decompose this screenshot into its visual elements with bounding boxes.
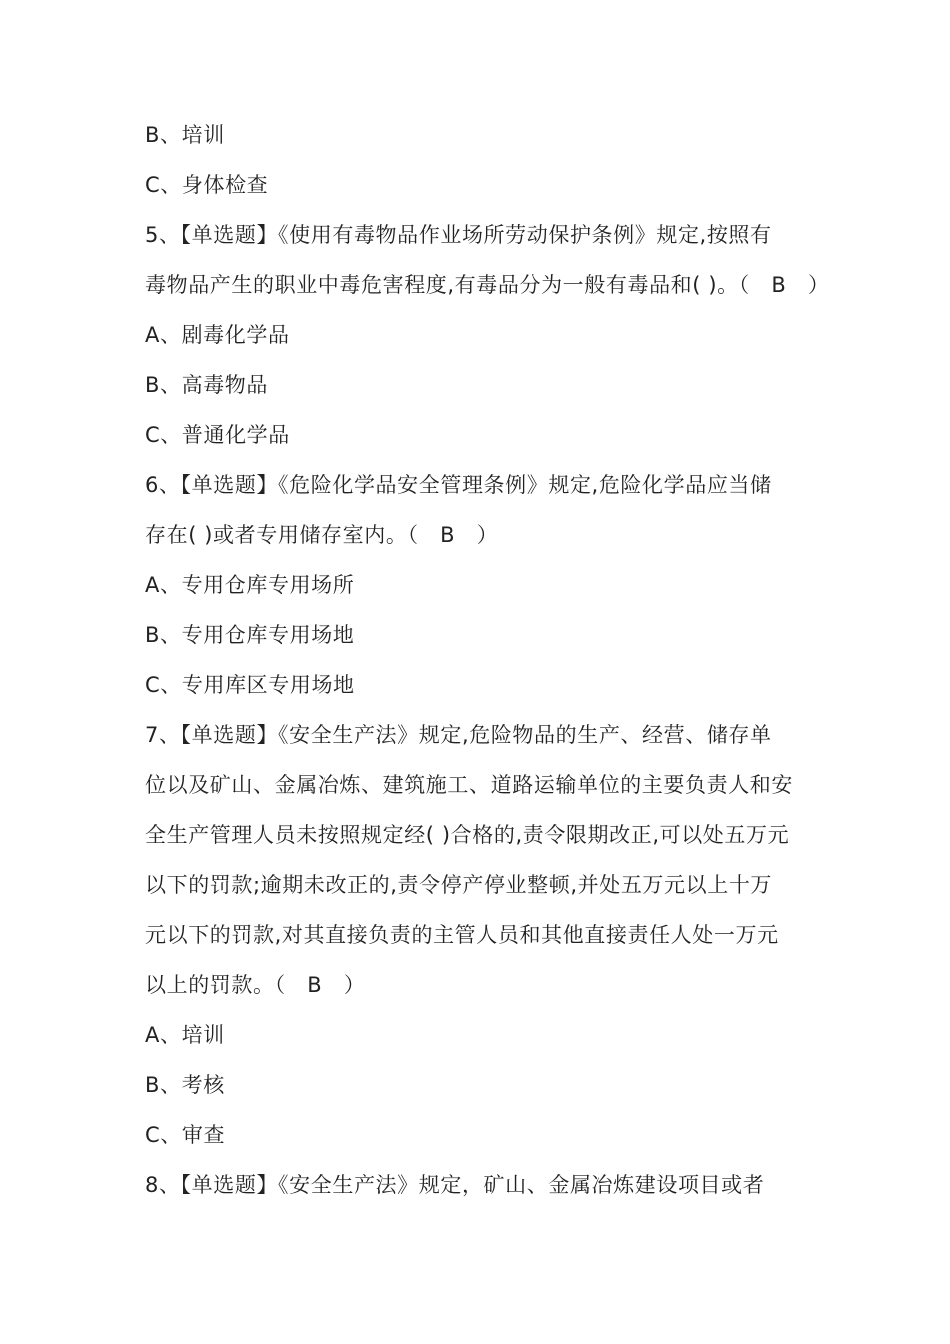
q6-option-b: B、专用仓库专用场地	[145, 623, 355, 647]
q5-option-c: C、普通化学品	[145, 423, 290, 447]
q6-question-line-1: 6、【单选题】《危险化学品安全管理条例》规定,危险化学品应当储	[145, 473, 772, 497]
q7-option-b: B、考核	[145, 1073, 225, 1097]
q7-question-line-3: 全生产管理人员未按照规定经( )合格的,责令限期改正,可以处五万元	[145, 823, 790, 847]
q5-option-b: B、高毒物品	[145, 373, 269, 397]
q7-option-a: A、培训	[145, 1023, 225, 1047]
q8-question-line-1: 8、【单选题】《安全生产法》规定，矿山、金属冶炼建设项目或者	[145, 1173, 765, 1197]
q6-question-line-2: 存在( )或者专用储存室内。（ B ）	[145, 523, 499, 547]
q6-option-c: C、专用库区专用场地	[145, 673, 355, 697]
q7-question-line-4: 以下的罚款;逾期未改正的,责令停产停业整顿,并处五万元以上十万	[145, 873, 773, 897]
q6-option-a: A、专用仓库专用场所	[145, 573, 355, 597]
q5-question-line-2: 毒物品产生的职业中毒危害程度,有毒品分为一般有毒品和( )。（ B ）	[145, 273, 830, 297]
q4-option-c: C、身体检查	[145, 173, 269, 197]
q7-question-line-2: 位以及矿山、金属冶炼、建筑施工、道路运输单位的主要负责人和安	[145, 773, 793, 797]
q7-question-line-6: 以上的罚款。（ B ）	[145, 973, 366, 997]
q5-option-a: A、剧毒化学品	[145, 323, 290, 347]
q7-question-line-5: 元以下的罚款,对其直接负责的主管人员和其他直接责任人处一万元	[145, 923, 779, 947]
q7-option-c: C、审查	[145, 1123, 226, 1147]
q7-question-line-1: 7、【单选题】《安全生产法》规定,危险物品的生产、经营、储存单	[145, 723, 772, 747]
q5-question-line-1: 5、【单选题】《使用有毒物品作业场所劳动保护条例》规定,按照有	[145, 223, 772, 247]
q4-option-b: B、培训	[145, 123, 225, 147]
